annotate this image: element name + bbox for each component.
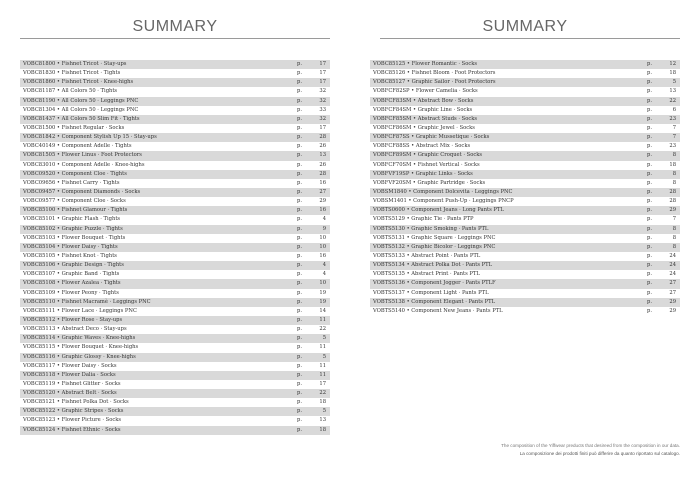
item-name: VOBC85124 • Fishnet Ethnic · Socks [23,426,121,433]
page-prefix: p. [297,207,302,214]
page-prefix: p. [297,426,302,433]
page-number: 26 [319,143,326,150]
page-number: 22 [319,326,326,333]
page-prefix: p. [647,79,652,86]
summary-row[interactable] [20,252,330,261]
summary-row[interactable] [20,298,330,307]
page-prefix: p. [297,134,302,141]
page-number: 18 [669,161,676,168]
summary-row[interactable] [370,197,680,206]
page-title: SUMMARY [132,18,218,35]
page-prefix: p. [297,188,302,195]
page-prefix: p. [647,124,652,131]
summary-row[interactable] [20,78,330,87]
page-number: 17 [319,70,326,77]
item-name: VOBC85127 • Graphic Sailor · Foot Protectors [373,79,496,86]
item-name: VOBC85109 • Flower Peony · Tights [23,289,119,296]
page-number: 8 [672,170,676,177]
page-number: 7 [672,124,676,131]
summary-row[interactable] [20,115,330,124]
page-number: 4 [322,262,326,269]
page-number: 23 [669,143,676,150]
summary-row[interactable] [20,69,330,78]
page-number: 28 [319,134,326,141]
item-name: VOBTS0600 • Component Jeans · Long Pants PTL [373,207,504,214]
item-name: VOBC85125 • Flower Romantic · Socks [373,61,478,67]
summary-row[interactable] [20,243,330,252]
page-prefix: p. [297,262,302,269]
page-prefix: p. [647,225,652,232]
item-name: VOBFCF89SM • Graphic Croquet · Socks [373,152,483,159]
item-name: VOBC85111 • Flower Lace · Leggings PNC [23,307,137,314]
page-prefix: p. [297,307,302,314]
item-name: VOBC85117 • Flower Daisy · Socks [23,362,117,369]
page-number: 11 [319,362,326,369]
page-number: 12 [669,61,676,67]
item-name: VOBC85126 • Fishnet Bloom · Foot Protectors [373,70,496,77]
item-name: VOBC85112 • Flower Rose · Stay-ups [23,316,123,323]
summary-row[interactable] [370,307,680,316]
item-name: VOBC85100 • Fishnet Glamour · Tights [23,207,128,214]
item-name: VOBC81860 • Fishnet Tricot · Knee-highs [23,79,134,86]
summary-row[interactable] [370,78,680,87]
page-number: 19 [319,298,326,305]
item-name: VOBC81500 • Fishnet Regular · Socks [23,124,125,131]
summary-row[interactable] [370,87,680,96]
item-name: VOBSM1840 • Component Dolcevita · Leggings PNC [373,188,513,195]
page-prefix: p. [297,152,302,159]
page-prefix: p. [297,380,302,387]
item-name: VOBTS5132 • Graphic Bicolor · Leggings PNC [373,243,496,250]
summary-row[interactable] [20,362,330,371]
page-prefix: p. [647,289,652,296]
summary-list-left [20,60,330,435]
page-prefix: p. [297,198,302,205]
summary-row[interactable] [20,316,330,325]
page-prefix: p. [647,280,652,287]
page-number: 16 [319,207,326,214]
page-number: 32 [319,88,326,95]
item-name: VOBTS5133 • Abstract Point · Pants PTL [373,252,481,259]
page-prefix: p. [297,417,302,424]
page-number: 29 [669,207,676,214]
summary-row[interactable] [370,270,680,279]
page-number: 4 [322,271,326,278]
summary-row[interactable] [370,243,680,252]
summary-row[interactable] [20,380,330,389]
item-name: VOBC85114 • Graphic Waves · Knee-highs [23,335,136,342]
summary-row[interactable] [370,225,680,234]
item-name: VOBC81800 • Fishnet Tricot · Stay-ups [23,61,127,67]
page-number: 32 [319,115,326,122]
item-name: VOBC85122 • Graphic Stripes · Socks [23,408,124,415]
item-name: VOBC85118 • Flower Dalia · Socks [23,371,116,378]
page-number: 8 [672,179,676,186]
page-number: 16 [319,179,326,186]
summary-row[interactable] [370,188,680,197]
summary-row[interactable] [20,142,330,151]
summary-row[interactable] [20,97,330,106]
summary-row[interactable] [370,206,680,215]
summary-row[interactable] [20,151,330,160]
summary-row[interactable] [370,151,680,160]
page-number: 24 [669,252,676,259]
page-prefix: p. [647,70,652,77]
page-prefix: p. [297,97,302,104]
page-prefix: p. [647,307,652,314]
item-name: VOBC09457 • Component Diamonds · Socks [23,188,141,195]
page-prefix: p. [297,161,302,168]
page-number: 28 [319,170,326,177]
page-number: 23 [669,115,676,122]
summary-row[interactable] [20,416,330,425]
item-name: VOBTS5136 • Component Jogger · Pants PTLF [373,280,496,287]
page-prefix: p. [297,362,302,369]
item-name: VOBFCF85SM • Abstract Studs · Socks [373,115,478,122]
page-prefix: p. [647,207,652,214]
summary-row[interactable] [20,133,330,142]
item-name: VOBFCF82SP • Flower Camelia · Socks [373,88,478,95]
item-name: VOBC81437 • All Colors 50 Slim Fit · Tights [23,115,140,122]
page-prefix: p. [297,216,302,223]
page-number: 14 [319,307,326,314]
page-number: 29 [319,198,326,205]
page-prefix: p. [297,353,302,360]
item-name: VOBFCF88SS • Abstract Mix · Socks [373,143,471,150]
page-number: 10 [319,243,326,250]
page-number: 5 [322,335,326,342]
page-prefix: p. [647,134,652,141]
page-number: 18 [319,399,326,406]
page-prefix: p. [297,234,302,241]
item-name: VOBFCF84SM • Graphic Line · Socks [373,106,473,113]
item-name: VOBTS5134 • Abstract Polka Dot · Pants PTL [373,262,493,269]
page-prefix: p. [647,161,652,168]
page-number: 7 [672,216,676,223]
item-name: VOBC40149 • Component Adelle · Tights [23,143,132,150]
summary-row[interactable] [370,124,680,133]
summary-row[interactable] [20,161,330,170]
page-number: 11 [319,316,326,323]
summary-row[interactable] [370,60,680,69]
page-prefix: p. [297,179,302,186]
page-prefix: p. [297,335,302,342]
item-name: VOBSM1401 • Component Push-Up · Leggings PNCP [373,198,514,205]
page-number: 29 [669,307,676,314]
summary-row[interactable] [20,261,330,270]
summary-row[interactable] [20,353,330,362]
page-prefix: p. [297,371,302,378]
item-name: VOBC81505 • Flower Linus · Foot Protectors [23,152,142,159]
page-prefix: p. [297,344,302,351]
page-prefix: p. [297,289,302,296]
page-prefix: p. [297,399,302,406]
page-prefix: p. [647,234,652,241]
page-prefix: p. [647,115,652,122]
page-prefix: p. [647,252,652,259]
page-number: 27 [669,280,676,287]
page-number: 5 [322,408,326,415]
page-prefix: p. [297,252,302,259]
item-name: VOBTS5129 • Graphic Tie · Pants PTP [373,216,474,223]
item-name: VOBC85102 • Graphic Puzzle · Tights [23,225,123,232]
item-name: VOBC85115 • Flower Bouquet · Knee-highs [23,344,139,351]
page-number: 4 [322,216,326,223]
summary-row[interactable] [20,170,330,179]
summary-row[interactable] [20,279,330,288]
page-number: 13 [319,152,326,159]
page-number: 10 [319,234,326,241]
summary-row[interactable] [370,179,680,188]
page-prefix: p. [297,408,302,415]
item-name: VOBC85108 • Flower Azalea · Tights [23,280,121,287]
summary-row[interactable] [370,215,680,224]
page-prefix: p. [647,188,652,195]
item-name: VOBC85121 • Fishnet Polka Dot · Socks [23,399,129,406]
item-name: VOBC85110 • Fishnet Macramè · Leggings PNC [23,298,151,305]
summary-row[interactable] [370,106,680,115]
page-number: 17 [319,380,326,387]
page-number: 28 [669,198,676,205]
item-name: VOBC85107 • Graphic Band · Tights [23,271,120,278]
page-prefix: p. [297,243,302,250]
item-name: VOBC85105 • Fishnet Knot · Tights [23,252,117,259]
page-prefix: p. [297,225,302,232]
page-prefix: p. [297,316,302,323]
page-number: 8 [672,152,676,159]
page-prefix: p. [647,243,652,250]
page-number: 17 [319,61,326,67]
page-number: 19 [319,289,326,296]
summary-row[interactable] [20,234,330,243]
summary-row[interactable] [20,343,330,352]
summary-row[interactable] [370,234,680,243]
summary-row[interactable] [20,179,330,188]
page-prefix: p. [647,262,652,269]
summary-row[interactable] [370,289,680,298]
page-prefix: p. [297,271,302,278]
page-title: SUMMARY [482,18,568,35]
summary-row[interactable] [20,87,330,96]
item-name: VOBFVF20SM • Graphic Partridge · Socks [373,179,486,186]
summary-row[interactable] [20,206,330,215]
page-prefix: p. [647,106,652,113]
page-prefix: p. [297,143,302,150]
summary-row[interactable] [20,225,330,234]
page-prefix: p. [297,70,302,77]
page-number: 27 [319,188,326,195]
page-prefix: p. [647,152,652,159]
summary-row[interactable] [370,115,680,124]
item-name: VOBC09577 • Component Cloe · Socks [23,198,126,205]
page-prefix: p. [297,106,302,113]
page-number: 17 [319,124,326,131]
item-name: VOBTS5138 • Component Elegant · Pants PTL [373,298,496,305]
page-prefix: p. [647,143,652,150]
summary-row[interactable] [370,252,680,261]
summary-row[interactable] [20,334,330,343]
summary-row[interactable] [20,398,330,407]
page-number: 18 [669,70,676,77]
page-number: 8 [672,225,676,232]
item-name: VOBFCF86SM • Graphic Jewel · Socks [373,124,475,131]
summary-row[interactable] [20,188,330,197]
page-number: 22 [669,97,676,104]
page-number: 9 [322,225,326,232]
summary-row[interactable] [370,261,680,270]
footnote-english: The composition of the Yiffwear preducts that desireed from the composition in our data. [501,443,680,448]
summary-list-right [370,60,680,316]
page-number: 28 [669,188,676,195]
summary-row[interactable] [20,407,330,416]
summary-row[interactable] [370,142,680,151]
summary-row[interactable] [20,289,330,298]
summary-row[interactable] [370,170,680,179]
page-prefix: p. [297,124,302,131]
item-name: VOBC81842 • Component Stylish Up 15 · Stay-ups [23,134,157,141]
title-divider [20,38,330,39]
page-number: 6 [672,106,676,113]
page-prefix: p. [647,61,652,67]
item-name: VOBC85101 • Graphic Flash · Tights [23,216,121,223]
page-number: 11 [319,371,326,378]
summary-row[interactable] [370,69,680,78]
item-name: VOBC81190 • All Colors 50 · Leggings PNC [23,97,139,104]
page-prefix: p. [297,88,302,95]
item-name: VOBC85113 • Abstract Deco · Stay-ups [23,326,127,333]
item-name: VOBC85123 • Flower Picture · Socks [23,417,122,424]
page-prefix: p. [297,170,302,177]
item-name: VOBC83010 • Component Adelle · Knee-highs [23,161,145,168]
summary-row[interactable] [20,197,330,206]
page-number: 33 [319,106,326,113]
item-name: VOBC85106 • Graphic Design · Tights [23,262,124,269]
page-prefix: p. [647,298,652,305]
page-prefix: p. [297,61,302,67]
item-name: VOBTS5140 • Component New Jeans · Pants PTL [373,307,503,314]
summary-row[interactable] [20,426,330,435]
page-number: 17 [319,79,326,86]
page-number: 18 [319,426,326,433]
item-name: VOBC85103 • Flower Bouquet · Tights [23,234,126,241]
page-prefix: p. [297,79,302,86]
summary-row[interactable] [20,270,330,279]
summary-row[interactable] [20,371,330,380]
page-number: 29 [669,298,676,305]
page-number: 13 [669,88,676,95]
page-prefix: p. [297,298,302,305]
page-number: 27 [669,289,676,296]
summary-row[interactable] [20,60,330,69]
item-name: VOBC81187 • All Colors 50 · Tights [23,88,118,95]
item-name: VOBC09520 • Component Cloe · Tights [23,170,127,177]
page-number: 5 [322,353,326,360]
page-prefix: p. [647,88,652,95]
item-name: VOBFCF83SM • Abstract Bow · Socks [373,97,474,104]
summary-row[interactable] [20,124,330,133]
page-prefix: p. [297,280,302,287]
item-name: VOBC81830 • Fishnet Tricot · Tights [23,70,121,77]
item-name: VOBTS5131 • Graphic Square · Leggings PNC [373,234,496,241]
summary-row[interactable] [370,133,680,142]
item-name: VOBTS5135 • Abstract Print · Pants PTL [373,271,480,278]
page-number: 32 [319,97,326,104]
page-prefix: p. [297,390,302,397]
item-name: VOBC85120 • Abstract Belt · Socks [23,390,117,397]
summary-row[interactable] [20,389,330,398]
page-prefix: p. [647,271,652,278]
item-name: VOBTS5137 • Component Light · Pants PTL [373,289,489,296]
page-number: 5 [672,79,676,86]
page-number: 24 [669,262,676,269]
item-name: VOBC85116 • Graphic Glossy · Knee-highs [23,353,136,360]
page-prefix: p. [297,115,302,122]
item-name: VOBFCF87SS • Graphic Mussetique · Socks [373,134,490,141]
page-number: 8 [672,234,676,241]
page-prefix: p. [647,216,652,223]
summary-row[interactable] [370,298,680,307]
footnote-italian: La composizione dei prodotti finiti può differire da quanto riportato sul catalogo. [519,451,680,456]
page-prefix: p. [647,97,652,104]
page-number: 11 [319,344,326,351]
item-name: VOBFVF19SP • Graphic Links · Socks [373,170,473,177]
page-number: 8 [672,243,676,250]
page-prefix: p. [647,179,652,186]
page-number: 24 [669,271,676,278]
page-prefix: p. [647,170,652,177]
item-name: VOBC85119 • Fishnet Glitter · Socks [23,380,121,387]
page-number: 10 [319,280,326,287]
item-name: VOBC09656 • Fishnet Carry · Tights [23,179,120,186]
summary-row[interactable] [20,307,330,316]
summary-row[interactable] [20,325,330,334]
page-number: 16 [319,252,326,259]
page-number: 13 [319,417,326,424]
item-name: VOBFCF70SM • Fishnet Vertical · Socks [373,161,480,168]
item-name: VOBC81304 • All Colors 50 · Leggings PNC [23,106,139,113]
summary-row[interactable] [370,97,680,106]
summary-row[interactable] [370,279,680,288]
page-number: 7 [672,134,676,141]
summary-row[interactable] [20,215,330,224]
item-name: VOBTS5130 • Graphic Smoking · Pants PTL [373,225,489,232]
summary-row[interactable] [20,106,330,115]
page-prefix: p. [647,198,652,205]
item-name: VOBC85104 • Flower Daisy · Tights [23,243,118,250]
summary-row[interactable] [370,161,680,170]
page-prefix: p. [297,326,302,333]
page-number: 22 [319,390,326,397]
page-number: 26 [319,161,326,168]
title-divider [380,38,680,39]
